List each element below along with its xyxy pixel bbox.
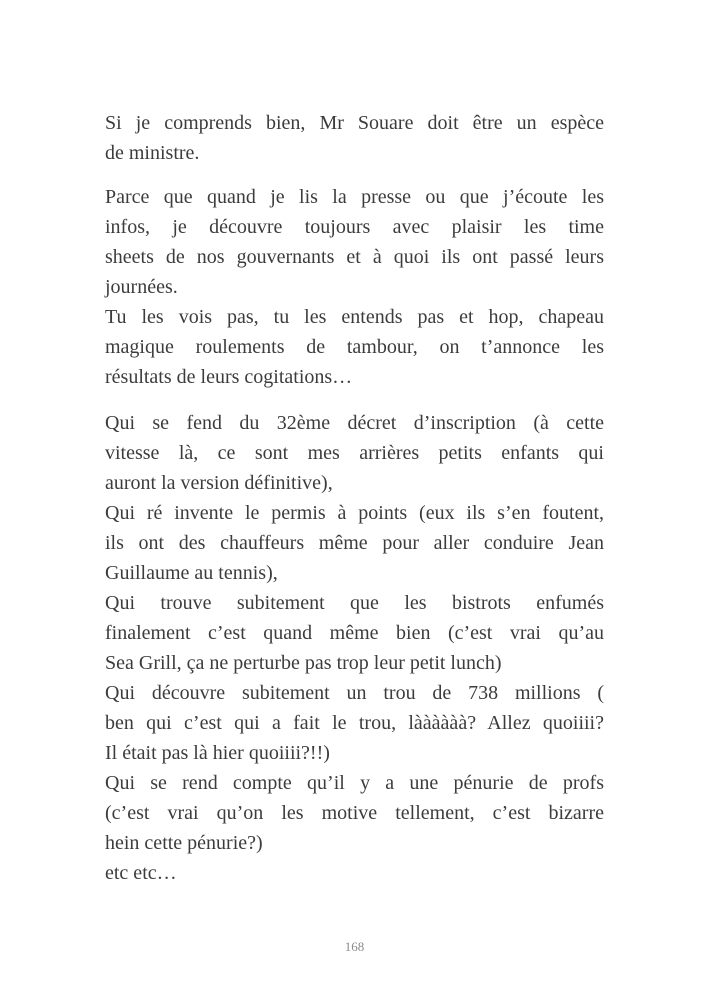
paragraph [105,408,604,888]
page-text [105,108,604,888]
text-line: (c’est vrai qu’on les motive tellement, c’est bizarre [105,802,604,824]
text-line: de ministre. [105,142,200,164]
paragraph [105,108,604,168]
text-line: etc etc… [105,862,177,884]
text-line: Tu les vois pas, tu les entends pas et hop, chapeau [105,306,604,328]
text-line: journées. [105,276,178,298]
text-line: auront la version définitive), [105,472,333,494]
paragraph [105,182,604,392]
text-line: sheets de nos gouvernants et à quoi ils ont passé leurs [105,246,604,268]
text-line: finalement c’est quand même bien (c’est vrai qu’au [105,622,604,644]
text-line: Sea Grill, ça ne perturbe pas trop leur petit lunch) [105,652,502,674]
text-line: infos, je découvre toujours avec plaisir les time [105,216,604,238]
text-line: magique roulements de tambour, on t’annonce les [105,336,604,358]
text-line: Qui ré invente le permis à points (eux ils s’en foutent, [105,502,604,524]
text-line: Qui découvre subitement un trou de 738 millions ( [105,682,604,704]
text-line: ben qui c’est qui a fait le trou, làààààà? Allez quoiiii? [105,712,604,734]
text-line: Qui se rend compte qu’il y a une pénurie de profs [105,772,604,794]
text-line: Qui trouve subitement que les bistrots enfumés [105,592,604,614]
text-line: Il était pas là hier quoiiii?!!) [105,742,330,764]
text-line: Guillaume au tennis), [105,562,278,584]
text-line: ils ont des chauffeurs même pour aller conduire Jean [105,532,604,554]
text-line: Parce que quand je lis la presse ou que j’écoute les [105,186,604,208]
page-number: 168 [344,939,365,954]
text-line: Qui se fend du 32ème décret d’inscription (à cette [105,412,604,434]
text-line: résultats de leurs cogitations… [105,366,353,388]
text-line: Si je comprends bien, Mr Souare doit être un espèce [105,112,604,134]
text-line: hein cette pénurie?) [105,832,263,854]
text-line: vitesse là, ce sont mes arrières petits enfants qui [105,442,604,464]
